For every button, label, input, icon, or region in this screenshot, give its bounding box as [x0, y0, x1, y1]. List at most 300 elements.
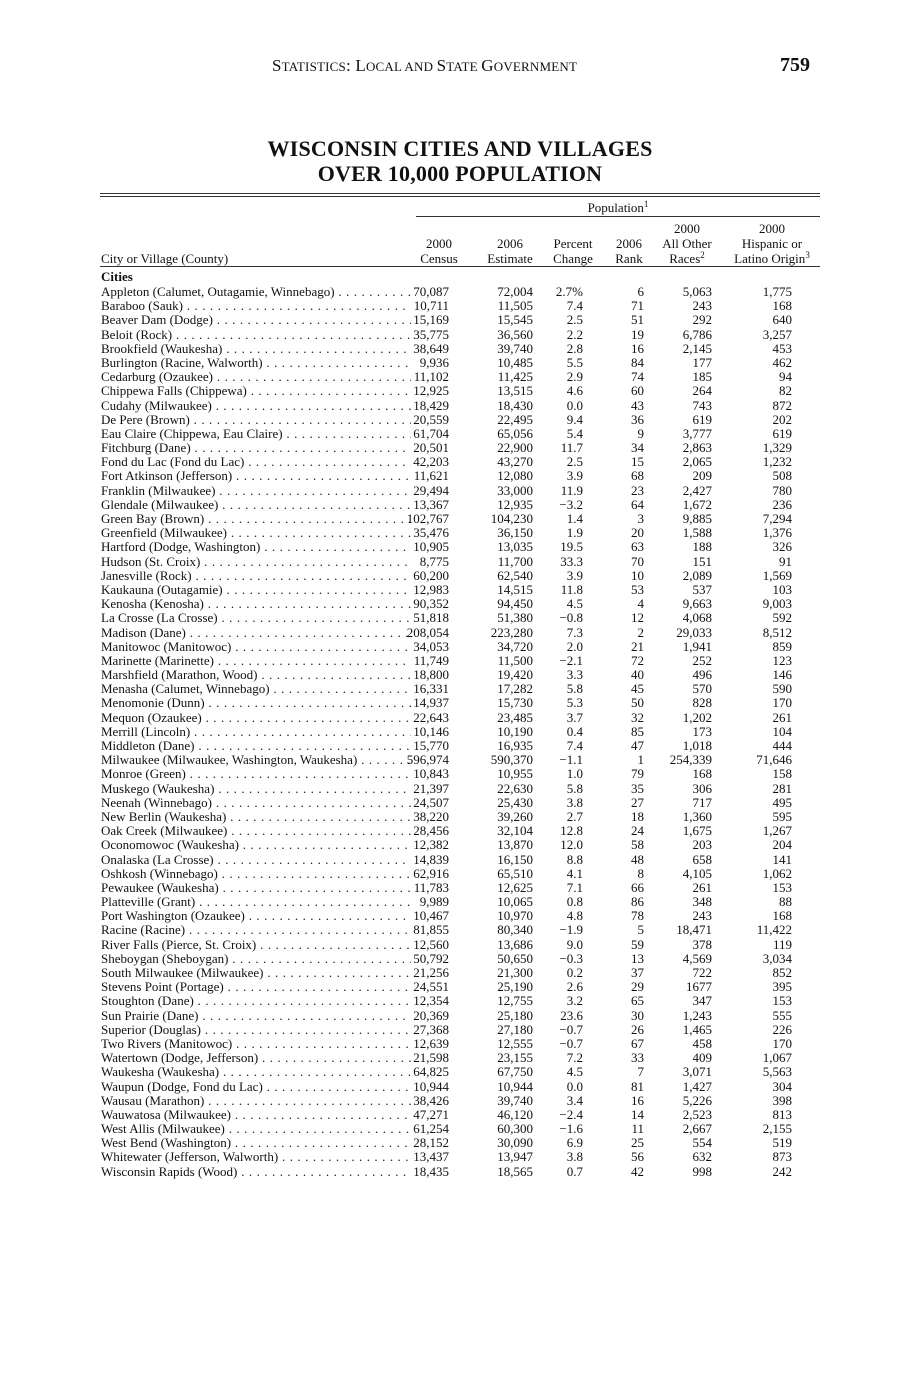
cell-hisp: 242: [772, 1163, 792, 1179]
table-row: [0, 753, 907, 767]
cell-races: 1,941: [682, 638, 712, 654]
cell-pct: −0.8: [559, 610, 583, 626]
cell-races: 998: [692, 1163, 712, 1179]
cell-hisp: 236: [772, 496, 792, 512]
cell-pct: 7.2: [566, 1050, 583, 1066]
table-row: [0, 1065, 907, 1079]
cell-rank: 1: [637, 752, 644, 768]
cell-pct: 19.5: [560, 539, 583, 555]
cell-census: 18,435: [413, 1163, 449, 1179]
cell-pct: −2.4: [559, 1106, 583, 1122]
cell-est: 65,056: [497, 425, 533, 441]
cell-name: Beloit (Rock) . . .: [101, 328, 411, 342]
table-row: [0, 555, 907, 569]
cell-census: 10,944: [413, 1078, 449, 1094]
cell-races: 1,202: [682, 709, 712, 725]
cell-rank: 67: [631, 1035, 644, 1051]
cell-pct: −2.1: [559, 652, 583, 668]
data-table: [0, 285, 907, 1179]
cell-name: Marinette (Marinette) . . .: [101, 654, 411, 668]
cell-races: 1,360: [682, 808, 712, 824]
cell-census: 20,369: [413, 1007, 449, 1023]
cell-name: Middleton (Dane) . . .: [101, 739, 411, 753]
header-year: 2006: [497, 236, 523, 251]
cell-rank: 45: [631, 681, 644, 697]
cell-hisp: 119: [772, 936, 792, 952]
cell-races: 458: [692, 1035, 712, 1051]
cell-name: Marshfield (Marathon, Wood) . . .: [101, 668, 411, 682]
table-row: [0, 711, 907, 725]
cell-races: 4,105: [682, 865, 712, 881]
cell-rank: 51: [631, 312, 644, 328]
header-label: Percent: [553, 236, 593, 251]
cell-pct: −1.9: [559, 922, 583, 938]
cell-pct: 1.9: [566, 525, 583, 541]
cell-pct: 2.5: [566, 312, 583, 328]
cell-est: 67,750: [497, 1064, 533, 1080]
cell-name: River Falls (Pierce, St. Croix) . . .: [101, 938, 411, 952]
cell-rank: 2: [637, 624, 644, 640]
cell-name: Wausau (Marathon) . . .: [101, 1094, 411, 1108]
cell-census: 15,770: [413, 738, 449, 753]
cell-hisp: 71,646: [756, 752, 792, 768]
cell-census: 20,559: [413, 411, 449, 427]
header-year: 2000: [674, 221, 700, 236]
cell-census: 16,331: [413, 681, 449, 697]
cell-est: 51,380: [497, 610, 533, 626]
cell-pct: 11.7: [560, 440, 583, 456]
population-rule: [416, 216, 820, 217]
cell-races: 722: [692, 965, 712, 980]
cell-rank: 19: [631, 326, 644, 342]
cell-hisp: 261: [772, 709, 792, 725]
cell-races: 828: [692, 695, 712, 711]
cell-hisp: 123: [772, 652, 792, 668]
table-row: [0, 1037, 907, 1051]
cell-hisp: 5,563: [762, 1064, 792, 1080]
cell-hisp: 1,267: [762, 823, 792, 839]
cell-name: Onalaska (La Crosse) . . .: [101, 853, 411, 867]
table-row: [0, 1108, 907, 1122]
cell-name: Hartford (Dodge, Washington) . . .: [101, 540, 411, 554]
cell-pct: 3.9: [566, 567, 583, 583]
table-row: [0, 512, 907, 526]
cell-hisp: 281: [772, 780, 792, 796]
running-head-text: TATE: [446, 59, 482, 74]
cell-name: Janesville (Rock) . . .: [101, 569, 411, 583]
cell-rank: 11: [631, 1121, 644, 1137]
cell-rank: 58: [631, 837, 644, 853]
cell-races: 2,065: [682, 454, 712, 470]
cell-est: 16,935: [497, 738, 533, 753]
cell-pct: 3.2: [566, 993, 583, 1009]
footnote-ref: 1: [643, 199, 649, 209]
table-row: [0, 384, 907, 398]
cell-rank: 50: [631, 695, 644, 711]
cell-est: 34,720: [497, 638, 533, 654]
cell-hisp: 398: [772, 1092, 792, 1108]
cell-rank: 65: [631, 993, 644, 1009]
cell-races: 570: [692, 681, 712, 697]
table-row: [0, 328, 907, 342]
cell-census: 12,983: [413, 581, 449, 597]
cell-rank: 26: [631, 1021, 644, 1037]
cell-est: 15,545: [497, 312, 533, 328]
cell-census: 11,783: [413, 879, 449, 895]
cell-name: Waupun (Dodge, Fond du Lac) . . .: [101, 1080, 411, 1094]
cell-races: 717: [692, 794, 712, 810]
cell-rank: 71: [631, 298, 644, 314]
cell-est: 10,955: [497, 766, 533, 782]
cell-census: 61,254: [413, 1121, 449, 1137]
cell-pct: −0.7: [559, 1021, 583, 1037]
cell-pct: 0.0: [566, 397, 583, 413]
cell-hisp: 852: [772, 965, 792, 980]
cell-census: 20,501: [413, 440, 449, 456]
cell-pct: 4.8: [566, 908, 583, 924]
cell-hisp: 453: [772, 340, 792, 356]
cell-census: 38,649: [413, 340, 449, 356]
census-column-header: [414, 236, 464, 266]
cell-hisp: 104: [772, 723, 792, 739]
cell-rank: 68: [631, 468, 644, 484]
cell-census: 102,767: [406, 511, 449, 526]
cell-rank: 81: [631, 1078, 644, 1094]
table-row: [0, 966, 907, 980]
cell-races: 188: [692, 539, 712, 555]
cell-name: Watertown (Dodge, Jefferson) . . .: [101, 1051, 411, 1065]
cell-hisp: 590: [772, 681, 792, 697]
cell-races: 243: [692, 908, 712, 924]
estimate-column-header: [480, 236, 540, 266]
cell-rank: 47: [631, 738, 644, 753]
table-row: [0, 427, 907, 441]
cell-est: 25,190: [497, 979, 533, 995]
cell-rank: 12: [631, 610, 644, 626]
cell-census: 24,507: [413, 794, 449, 810]
cell-census: 12,925: [413, 383, 449, 399]
cell-name: Menomonie (Dunn) . . .: [101, 696, 411, 710]
cell-pct: 1.0: [566, 766, 583, 782]
cell-rank: 34: [631, 440, 644, 456]
cell-rank: 63: [631, 539, 644, 555]
table-row: [0, 938, 907, 952]
cell-census: 10,843: [413, 766, 449, 782]
header-label-text: Races: [669, 251, 701, 266]
cell-hisp: 11,422: [756, 922, 792, 938]
cell-hisp: 7,294: [762, 511, 792, 526]
section-label: Cities: [101, 269, 133, 284]
cell-name: New Berlin (Waukesha) . . .: [101, 810, 411, 824]
cell-name: Franklin (Milwaukee) . . .: [101, 484, 411, 498]
page-number: 759: [780, 54, 810, 76]
cell-races: 658: [692, 851, 712, 867]
cell-races: 2,523: [682, 1106, 712, 1122]
cell-name: Merrill (Lincoln) . . .: [101, 725, 411, 739]
cell-pct: 3.8: [566, 1149, 583, 1165]
cell-hisp: 619: [772, 425, 792, 441]
cell-hisp: 1,062: [762, 865, 792, 881]
cell-hisp: 153: [772, 993, 792, 1009]
cell-hisp: 168: [772, 298, 792, 314]
cell-pct: 4.5: [566, 1064, 583, 1080]
cell-name: Waukesha (Waukesha) . . .: [101, 1065, 411, 1079]
cell-name: Pewaukee (Waukesha) . . .: [101, 881, 411, 895]
cell-races: 261: [692, 879, 712, 895]
cell-races: 2,667: [682, 1121, 712, 1137]
table-row: [0, 654, 907, 668]
running-head-initial: L: [355, 56, 366, 75]
cell-races: 1,243: [682, 1007, 712, 1023]
table-row: [0, 824, 907, 838]
cell-hisp: 1,775: [762, 284, 792, 299]
cell-races: 4,068: [682, 610, 712, 626]
table-row: [0, 1051, 907, 1065]
cell-pct: 0.0: [566, 1078, 583, 1094]
table-row: [0, 782, 907, 796]
cell-rank: 35: [631, 780, 644, 796]
cell-name: Menasha (Calumet, Winnebago) . . .: [101, 682, 411, 696]
cell-census: 64,825: [413, 1064, 449, 1080]
cell-name: Appleton (Calumet, Outagamie, Winnebago) . . .: [101, 285, 411, 299]
table-row: [0, 342, 907, 356]
cell-census: 13,437: [413, 1149, 449, 1165]
cell-rank: 42: [631, 1163, 644, 1179]
table-row: [0, 1009, 907, 1023]
footnote-ref: 3: [805, 250, 810, 260]
cell-races: 9,885: [682, 511, 712, 526]
cell-census: 62,916: [413, 865, 449, 881]
cell-races: 378: [692, 936, 712, 952]
cell-census: 8,775: [419, 553, 449, 569]
cell-hisp: 1,329: [762, 440, 792, 456]
cell-pct: 4.6: [566, 383, 583, 399]
cell-name: Muskego (Waukesha) . . .: [101, 782, 411, 796]
running-head-initial: G: [481, 56, 494, 75]
cell-races: 173: [692, 723, 712, 739]
cell-pct: 33.3: [560, 553, 583, 569]
cell-name: Manitowoc (Manitowoc) . . .: [101, 640, 411, 654]
header-year: 2000: [759, 221, 785, 236]
cell-hisp: 780: [772, 482, 792, 498]
table-row: [0, 895, 907, 909]
running-head: [272, 56, 577, 76]
cell-hisp: 555: [772, 1007, 792, 1023]
cell-name: West Bend (Washington) . . .: [101, 1136, 411, 1150]
cell-est: 11,500: [497, 652, 533, 668]
cell-est: 30,090: [497, 1135, 533, 1151]
cell-name: South Milwaukee (Milwaukee) . . .: [101, 966, 411, 980]
cell-rank: 48: [631, 851, 644, 867]
cell-rank: 43: [631, 397, 644, 413]
cell-pct: 0.7: [566, 1163, 583, 1179]
cell-pct: 1.4: [566, 511, 583, 526]
cell-races: 1,427: [682, 1078, 712, 1094]
cell-pct: 2.8: [566, 340, 583, 356]
cell-rank: 8: [637, 865, 644, 881]
cell-census: 35,775: [413, 326, 449, 342]
cell-hisp: 2,155: [762, 1121, 792, 1137]
cell-hisp: 444: [772, 738, 792, 753]
cell-name: Madison (Dane) . . .: [101, 626, 411, 640]
cell-name: Mequon (Ozaukee) . . .: [101, 711, 411, 725]
cell-name: Kenosha (Kenosha) . . .: [101, 597, 411, 611]
table-row: [0, 1023, 907, 1037]
cell-rank: 6: [637, 284, 644, 299]
cell-name: Racine (Racine) . . .: [101, 923, 411, 937]
table-row: [0, 980, 907, 994]
cell-hisp: 508: [772, 468, 792, 484]
cell-hisp: 3,034: [762, 950, 792, 966]
table-row: [0, 569, 907, 583]
cell-hisp: 519: [772, 1135, 792, 1151]
table-row: [0, 441, 907, 455]
table-row: [0, 682, 907, 696]
cell-census: 11,102: [413, 369, 449, 385]
table-row: [0, 1150, 907, 1164]
cell-hisp: 495: [772, 794, 792, 810]
cell-name: Brookfield (Waukesha) . . .: [101, 342, 411, 356]
table-row: [0, 370, 907, 384]
cell-races: 168: [692, 766, 712, 782]
table-row: [0, 356, 907, 370]
cell-census: 22,643: [413, 709, 449, 725]
cell-hisp: 813: [772, 1106, 792, 1122]
cell-pct: 23.6: [560, 1007, 583, 1023]
cell-hisp: 141: [772, 851, 792, 867]
cell-est: 22,495: [497, 411, 533, 427]
cell-rank: 29: [631, 979, 644, 995]
cell-hisp: 326: [772, 539, 792, 555]
cell-races: 209: [692, 468, 712, 484]
cell-pct: 12.0: [560, 837, 583, 853]
cell-hisp: 153: [772, 879, 792, 895]
cell-pct: 0.4: [566, 723, 583, 739]
cell-census: 70,087: [413, 284, 449, 299]
header-label: Hispanic or: [741, 236, 803, 251]
cell-races: 5,226: [682, 1092, 712, 1108]
cell-pct: −3.2: [559, 496, 583, 512]
cell-name: Sheboygan (Sheboygan) . . .: [101, 952, 411, 966]
cell-races: 1,018: [682, 738, 712, 753]
cell-hisp: 204: [772, 837, 792, 853]
cell-name: Stoughton (Dane) . . .: [101, 994, 411, 1008]
cell-est: 46,120: [497, 1106, 533, 1122]
cell-est: 18,430: [497, 397, 533, 413]
cell-pct: −0.3: [559, 950, 583, 966]
cell-pct: 8.8: [566, 851, 583, 867]
cell-races: 3,777: [682, 425, 712, 441]
header-label: [724, 251, 820, 266]
cell-est: 50,650: [497, 950, 533, 966]
cell-pct: 6.9: [566, 1135, 583, 1151]
cell-name: Wauwatosa (Milwaukee) . . .: [101, 1108, 411, 1122]
cell-rank: 20: [631, 525, 644, 541]
rank-column-header: [609, 236, 649, 266]
table-row: [0, 285, 907, 299]
cell-rank: 3: [637, 511, 644, 526]
table-row: [0, 796, 907, 810]
cell-pct: 7.4: [566, 738, 583, 753]
header-rule: [100, 266, 820, 267]
table-row: [0, 1122, 907, 1136]
table-row: [0, 313, 907, 327]
running-head-text: TATISTICS: [281, 59, 346, 74]
cell-name: Wisconsin Rapids (Wood) . . .: [101, 1165, 411, 1179]
cell-est: 27,180: [497, 1021, 533, 1037]
cell-rank: 86: [631, 894, 644, 910]
cell-est: 23,485: [497, 709, 533, 725]
cell-census: 9,936: [419, 354, 449, 370]
cell-pct: 9.4: [566, 411, 583, 427]
cell-rank: 36: [631, 411, 644, 427]
table-row: [0, 540, 907, 554]
header-label: Change: [553, 251, 593, 266]
cell-pct: 5.5: [566, 354, 583, 370]
cell-est: 10,970: [497, 908, 533, 924]
cell-est: 94,450: [497, 596, 533, 612]
cell-rank: 13: [631, 950, 644, 966]
cell-hisp: 8,512: [762, 624, 792, 640]
cell-rank: 78: [631, 908, 644, 924]
cell-hisp: 640: [772, 312, 792, 328]
cell-races: 632: [692, 1149, 712, 1165]
cell-est: 14,515: [497, 581, 533, 597]
cell-name: Chippewa Falls (Chippewa) . . .: [101, 384, 411, 398]
cell-est: 11,700: [497, 553, 533, 569]
cell-est: 72,004: [497, 284, 533, 299]
cell-est: 223,280: [490, 624, 533, 640]
cell-census: 42,203: [413, 454, 449, 470]
cell-races: 264: [692, 383, 712, 399]
cell-name: Green Bay (Brown) . . .: [101, 512, 411, 526]
cell-est: 11,425: [497, 369, 533, 385]
cell-pct: 2.2: [566, 326, 583, 342]
cell-rank: 70: [631, 553, 644, 569]
cell-pct: 2.7%: [555, 284, 583, 299]
cell-name: De Pere (Brown) . . .: [101, 413, 411, 427]
cell-pct: 5.8: [566, 780, 583, 796]
cell-hisp: 170: [772, 1035, 792, 1051]
cell-hisp: 103: [772, 581, 792, 597]
cell-races: 2,863: [682, 440, 712, 456]
cell-census: 24,551: [413, 979, 449, 995]
cell-est: 25,180: [497, 1007, 533, 1023]
cell-est: 590,370: [490, 752, 533, 768]
cell-pct: 2.5: [566, 454, 583, 470]
population-header-label: Population: [587, 200, 644, 215]
cell-hisp: 88: [779, 894, 792, 910]
cell-census: 596,974: [406, 752, 449, 768]
cell-rank: 66: [631, 879, 644, 895]
cell-est: 12,080: [497, 468, 533, 484]
cell-census: 208,054: [406, 624, 449, 640]
cell-census: 81,855: [413, 922, 449, 938]
cell-rank: 59: [631, 936, 644, 952]
header-label: Census: [420, 251, 458, 266]
cell-pct: 3.8: [566, 794, 583, 810]
cell-name: Oconomowoc (Waukesha) . . .: [101, 838, 411, 852]
cell-pct: 0.2: [566, 965, 583, 980]
cell-est: 12,935: [497, 496, 533, 512]
table-row: [0, 583, 907, 597]
table-row: [0, 668, 907, 682]
cell-name: Whitewater (Jefferson, Walworth) . . .: [101, 1150, 411, 1164]
table-row: [0, 626, 907, 640]
header-label: [653, 251, 721, 266]
cell-races: 306: [692, 780, 712, 796]
table-row: [0, 725, 907, 739]
